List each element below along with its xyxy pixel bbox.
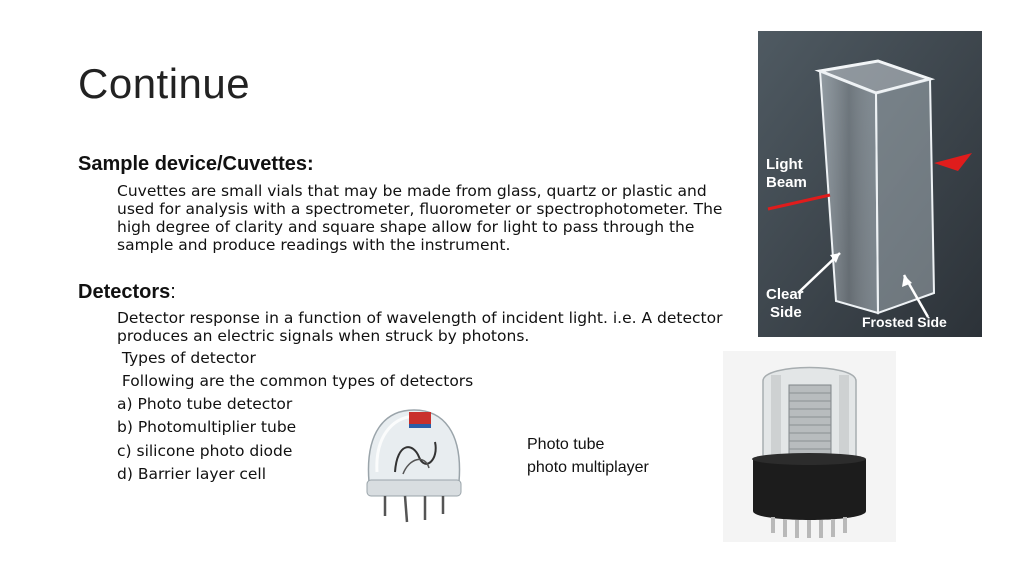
label-side: Side <box>770 304 802 321</box>
label-clear: Clear <box>766 286 804 303</box>
caption-photo-tube: Photo tube <box>527 436 605 453</box>
section-heading-detectors: Detectors: <box>78 281 176 303</box>
section-heading-cuvettes: Sample device/Cuvettes: <box>78 153 314 175</box>
slide-title: Continue <box>78 60 251 107</box>
cuvette-illustration <box>758 31 982 337</box>
types-of-detector-line: Types of detector <box>117 349 256 367</box>
detector-item-c: c) silicone photo diode <box>117 442 293 460</box>
photomultiplier-image <box>723 351 896 542</box>
detector-item-b: b) Photomultiplier tube <box>117 418 297 436</box>
cuvette-image <box>758 31 982 337</box>
detectors-description: Detector response in a function of wavelength of incident light. i.e. A detector produces an electric signals when struck by photons. <box>117 309 723 345</box>
label-frosted-side: Frosted Side <box>862 314 947 330</box>
label-beam: Beam <box>766 174 807 191</box>
following-line: Following are the common types of detectors <box>117 372 474 390</box>
photomultiplier-illustration <box>723 351 896 542</box>
detector-item-d: d) Barrier layer cell <box>117 465 267 483</box>
caption-photo-multiplayer: photo multiplayer <box>527 459 649 476</box>
detector-item-a: a) Photo tube detector <box>117 395 293 413</box>
cuvettes-description: Cuvettes are small vials that may be made from glass, quartz or plastic and used for analysis with a spectrometer, fluorometer or spectrophotometer. The high degree of clarity and square shape allow for light to pass through the sample and produce readings with the instrument. <box>117 182 723 254</box>
label-light: Light <box>766 156 803 173</box>
photo-tube-illustration <box>355 402 473 526</box>
photo-tube-image <box>355 402 473 526</box>
